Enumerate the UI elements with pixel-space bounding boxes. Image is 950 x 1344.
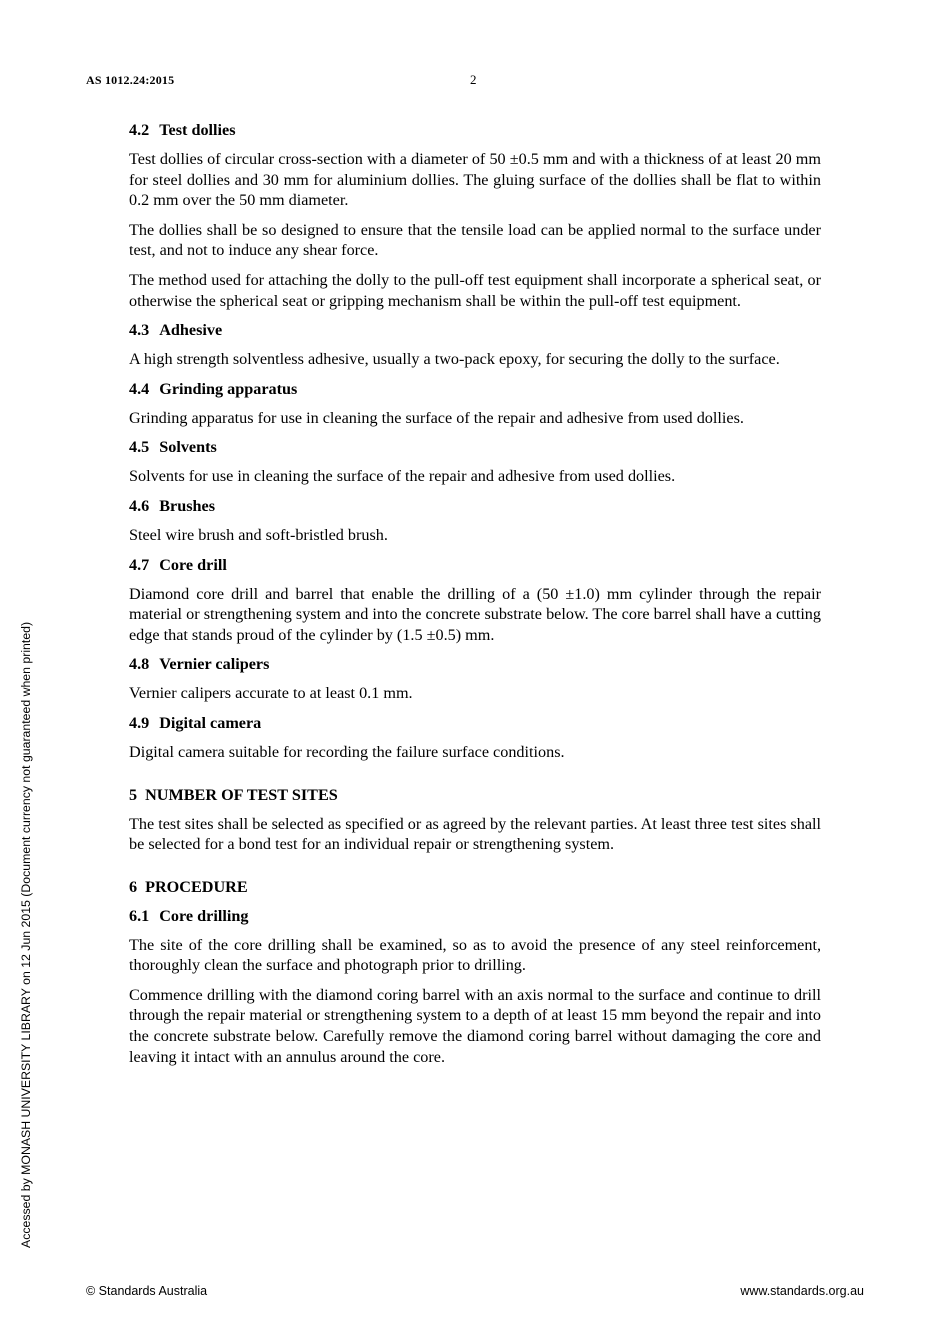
- section-heading-4-5: 4.5 Solvents: [129, 438, 217, 457]
- section-heading-6-1: 6.1 Core drilling: [129, 906, 249, 925]
- paragraph: The test sites shall be selected as specified or as agreed by the relevant parties. At least three test sites shall be selected for a bond test for an individual repair or strengthening system.: [129, 814, 821, 854]
- clause-heading-6: 6 PROCEDURE: [129, 877, 248, 896]
- footer-website: www.standards.org.au: [740, 1284, 864, 1298]
- paragraph: Grinding apparatus for use in cleaning the surface of the repair and adhesive from used dollies.: [129, 408, 744, 427]
- clause-heading-5: 5 NUMBER OF TEST SITES: [129, 785, 338, 804]
- section-heading-4-8: 4.8 Vernier calipers: [129, 655, 270, 674]
- section-heading-4-3: 4.3 Adhesive: [129, 321, 223, 340]
- section-heading-4-9: 4.9 Digital camera: [129, 713, 262, 732]
- section-heading-4-7: 4.7 Core drill: [129, 555, 227, 574]
- page-header-standard-id: AS 1012.24:2015: [86, 73, 175, 87]
- paragraph: Steel wire brush and soft-bristled brush.: [129, 525, 388, 544]
- paragraph: Diamond core drill and barrel that enable the drilling of a (50 ±1.0) mm cylinder through the repair material or strengthening system and into the concrete substrate below. The core barrel shall have a cutting edge that stands proud of the cylinder by (1.5 ±0.5) mm.: [129, 584, 821, 644]
- page-number: 2: [470, 72, 477, 87]
- paragraph: The method used for attaching the dolly to the pull-off test equipment shall incorporate a spherical seat, or otherwise the spherical seat or gripping mechanism shall be within the pull-off test equipment.: [129, 270, 821, 310]
- paragraph: The site of the core drilling shall be examined, so as to avoid the presence of any steel reinforcement, thoroughly clean the surface and photograph prior to drilling.: [129, 935, 821, 975]
- paragraph: Test dollies of circular cross-section with a diameter of 50 ±0.5 mm and with a thickness of at least 20 mm for steel dollies and 30 mm for aluminium dollies. The gluing surface of the dollies shall be flat to within 0.2 mm over the 50 mm diameter.: [129, 150, 821, 210]
- section-heading-4-6: 4.6 Brushes: [129, 496, 216, 515]
- access-watermark-note: Accessed by MONASH UNIVERSITY LIBRARY on 12 Jun 2015 (Document currency not guaranteed when printed): [19, 621, 33, 1248]
- paragraph: The dollies shall be so designed to ensure that the tensile load can be applied normal to the surface under test, and not to induce any shear force.: [129, 220, 821, 260]
- paragraph: A high strength solventless adhesive, usually a two-pack epoxy, for securing the dolly to the surface.: [129, 350, 780, 369]
- paragraph: Vernier calipers accurate to at least 0.1 mm.: [129, 684, 413, 703]
- section-heading-4-4: 4.4 Grinding apparatus: [129, 379, 298, 398]
- paragraph: Digital camera suitable for recording the failure surface conditions.: [129, 742, 565, 761]
- footer-copyright: © Standards Australia: [86, 1284, 208, 1298]
- paragraph: Commence drilling with the diamond coring barrel with an axis normal to the surface and continue to drill through the repair material or strengthening system to a depth of at least 15 mm beyond the repair and into the concrete substrate below. Carefully remove the diamond coring barrel without damaging the core and leaving it intact with an annulus around the core.: [129, 985, 821, 1066]
- paragraph: Solvents for use in cleaning the surface of the repair and adhesive from used dollies.: [129, 467, 676, 486]
- section-heading-4-2: 4.2 Test dollies: [129, 121, 236, 139]
- document-body: [129, 120, 821, 1076]
